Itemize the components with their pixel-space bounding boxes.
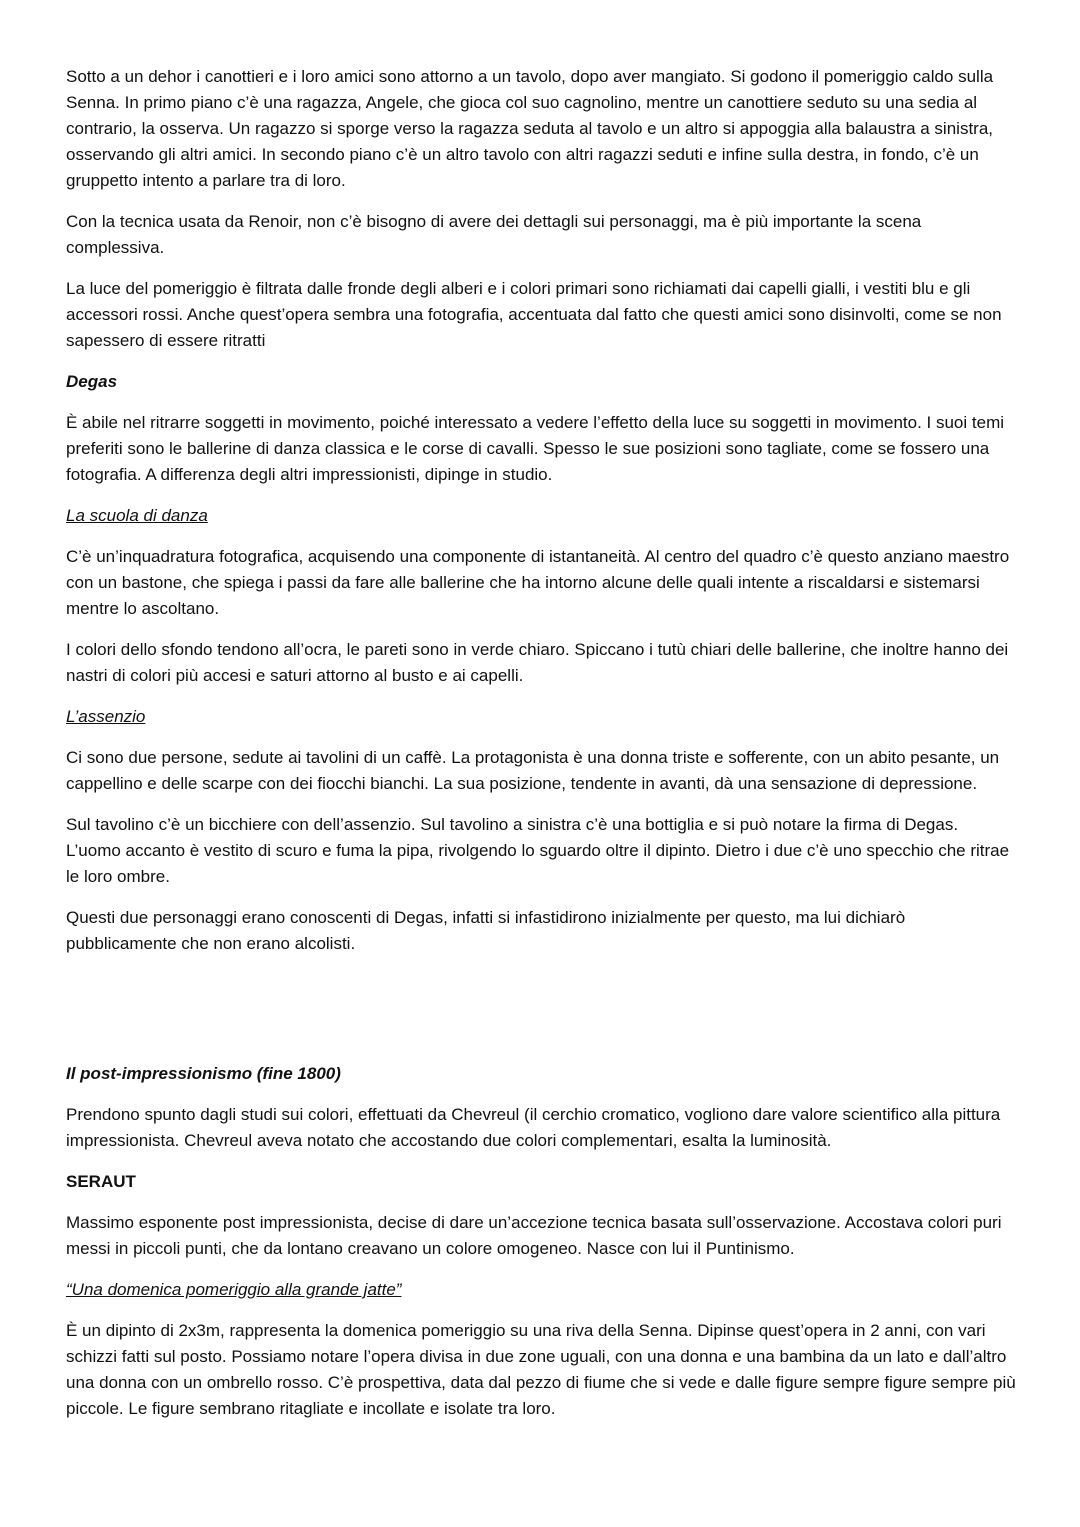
post-impressionismo-intro: Prendono spunto dagli studi sui colori, effettuati da Chevreul (il cerchio cromatico, vogliono dare valore scientifico alla pittura impressionista. Chevreul aveva notato che accostando due colori complementari, esalta la luminosità. (66, 1105, 1001, 1150)
assenzio-paragraph-3: Questi due personaggi erano conoscenti di Degas, infatti si infastidirono inizialmente per questo, ma lui dichiarò pubblicamente che non erano alcolisti. (66, 908, 906, 953)
renoir-paragraph-3: La luce del pomeriggio è filtrata dalle fronde degli alberi e i colori primari sono richiamati dai capelli gialli, i vestiti blu e gli accessori rossi. Anche quest’opera sembra una fotografia, accentuata dal fatto che questi amici sono disinvolti, come se non sapessero di essere ritratti (66, 279, 1002, 350)
assenzio-title: L’assenzio (66, 707, 146, 726)
scuola-di-danza-title: La scuola di danza (66, 506, 208, 525)
degas-heading: Degas (66, 372, 118, 391)
renoir-paragraph-2: Con la tecnica usata da Renoir, non c’è bisogno di avere dei dettagli sui personaggi, ma è più importante la scena complessiva. (66, 212, 922, 257)
domenica-pomeriggio-title: “Una domenica pomeriggio alla grande jatte” (66, 1280, 402, 1299)
renoir-paragraph-1: Sotto a un dehor i canottieri e i loro amici sono attorno a un tavolo, dopo aver mangiato. Si godono il pomeriggio caldo sulla Senna. In primo piano c’è una ragazza, Angele, che gioca col suo cagnolino, mentre un canottiere seduto su una sedia al contrario, la osserva. Un ragazzo si sporge verso la ragazza seduta al tavolo e un altro si appoggia alla balaustra a sinistra, osservando gli altri amici. In secondo piano c’è un altro tavolo con altri ragazzi seduti e infine sulla destra, in fondo, c’è un gruppetto intento a parlare tra di loro. (66, 67, 994, 190)
document-page (66, 64, 1016, 1437)
assenzio-paragraph-1: Ci sono due persone, sedute ai tavolini di un caffè. La protagonista è una donna triste e sofferente, con un abito pesante, un cappellino e delle scarpe con dei fiocchi bianchi. La sua posizione, tendente in avanti, dà una sensazione di depressione. (66, 748, 1000, 793)
section-spacer (66, 972, 1016, 1061)
degas-intro: È abile nel ritrarre soggetti in movimento, poiché interessato a vedere l’effetto della luce su soggetti in movimento. I suoi temi preferiti sono le ballerine di danza classica e le corse di cavalli. Spesso le sue posizioni sono tagliate, come se fossero una fotografia. A differenza degli altri impressionisti, dipinge in studio. (66, 413, 1005, 484)
scuola-di-danza-paragraph-1: C’è un’inquadratura fotografica, acquisendo una componente di istantaneità. Al centro del quadro c’è questo anziano maestro con un bastone, che spiega i passi da fare alle ballerine che ha intorno alcune delle quali intente a riscaldarsi e sistemarsi mentre lo ascoltano. (66, 547, 1010, 618)
assenzio-paragraph-2: Sul tavolino c’è un bicchiere con dell’assenzio. Sul tavolino a sinistra c’è una bottiglia e si può notare la firma di Degas. L’uomo accanto è vestito di scuro e fuma la pipa, rivolgendo lo sguardo oltre il dipinto. Dietro i due c’è uno specchio che ritrae le loro ombre. (66, 815, 1010, 886)
domenica-pomeriggio-paragraph: È un dipinto di 2x3m, rappresenta la domenica pomeriggio su una riva della Senna. Dipinse quest’opera in 2 anni, con vari schizzi fatti sul posto. Possiamo notare l’opera divisa in due zone uguali, con una donna e una bambina da un lato e dall’altro una donna con un ombrello rosso. C’è prospettiva, data dal pezzo di fiume che si vede e dalle figure sempre figure sempre più piccole. Le figure sembrano ritagliate e incollate e isolate tra loro. (66, 1321, 1016, 1418)
seraut-paragraph: Massimo esponente post impressionista, decise di dare un’accezione tecnica basata sull’osservazione. Accostava colori puri messi in piccoli punti, che da lontano creavano un colore omogeneo. Nasce con lui il Puntinismo. (66, 1213, 1002, 1258)
post-impressionismo-heading: Il post-impressionismo (fine 1800) (66, 1064, 341, 1083)
seraut-heading: SERAUT (66, 1172, 136, 1191)
scuola-di-danza-paragraph-2: I colori dello sfondo tendono all’ocra, le pareti sono in verde chiaro. Spiccano i tutù chiari delle ballerine, che inoltre hanno dei nastri di colori più accesi e saturi attorno al busto e ai capelli. (66, 640, 1009, 685)
